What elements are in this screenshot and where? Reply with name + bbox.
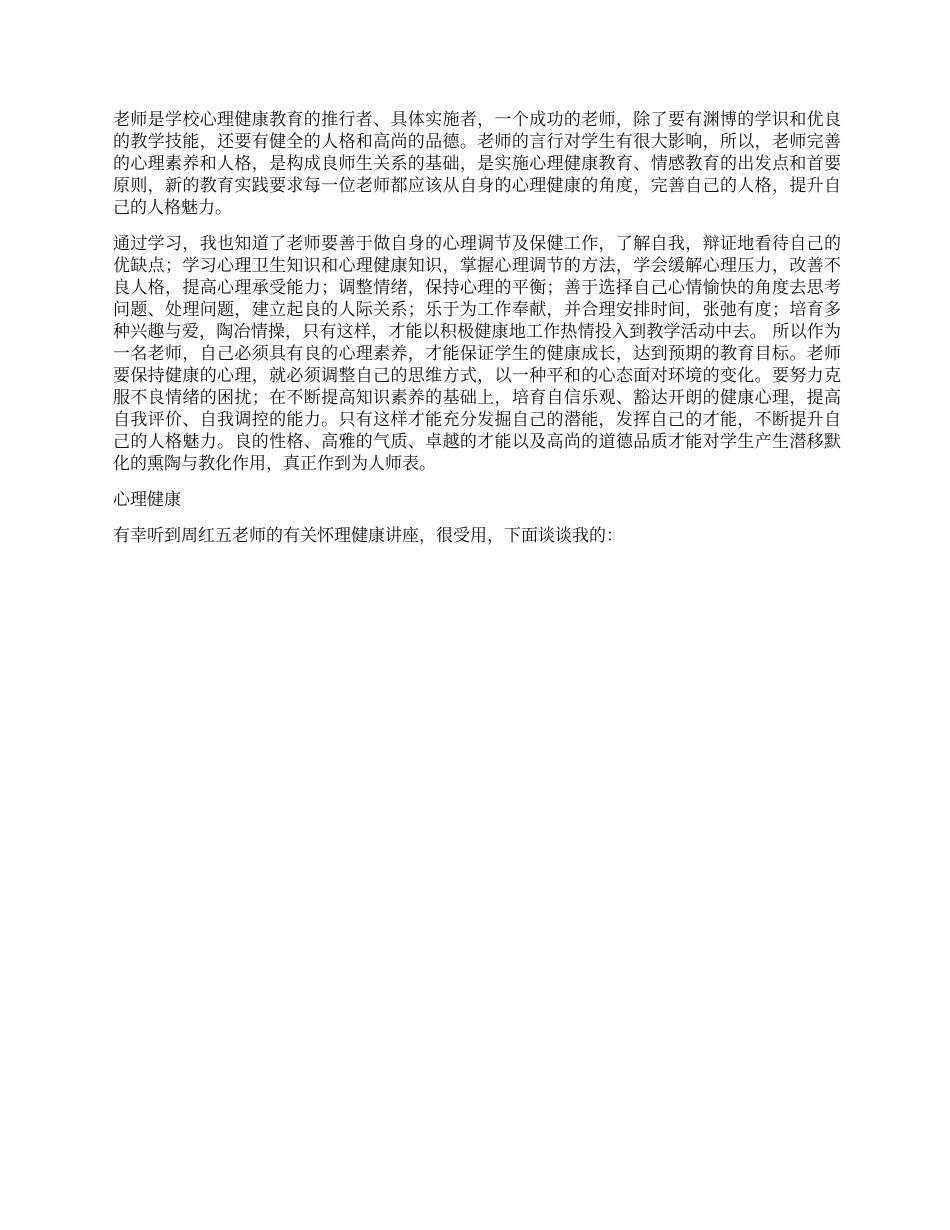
paragraph-teacher-role: 老师是学校心理健康教育的推行者、具体实施者，一个成功的老师，除了要有渊博的学识和优良的教学技能，还要有健全的人格和高尚的品德。老师的言行对学生有很大影响，所以，老师完善的心理素养和人格，是构成良师生关系的基础，是实施心理健康教育、情感教育的出发点和首要原则，新的教育实践要求每一位老师都应该从自身的心理健康的角度，完善自己的人格，提升自己的人格魅力。 [113,110,841,218]
paragraph-lecture-intro: 有幸听到周红五老师的有关怀理健康讲座，很受用，下面谈谈我的： [113,526,623,546]
document-body [113,109,841,547]
section-heading-mental-health: 心理健康 [113,490,181,510]
paragraph-self-regulation: 通过学习，我也知道了老师要善于做自身的心理调节及保健工作，了解自我，辩证地看待自己的优缺点；学习心理卫生知识和心理健康知识，掌握心理调节的方法，学会缓解心理压力，改善不良人格，提高心理承受能力；调整情绪，保持心理的平衡；善于选择自己心情愉快的角度去思考问题、处理问题，建立起良的人际关系；乐于为工作奉献，并合理安排时间，张弛有度；培育多种兴趣与爱，陶冶情操，只有这样，才能以积极健康地工作热情投入到教学活动中去。 所以作为一名老师，自己必须具有良的心理素养，才能保证学生的健康成长，达到预期的教育目标。老师要保持健康的心理，就必须调整自己的思维方式，以一种平和的心态面对环境的变化。要努力克服不良情绪的困扰；在不断提高知识素养的基础上，培育自信乐观、豁达开朗的健康心理，提高自我评价、自我调控的能力。只有这样才能充分发掘自己的潜能，发挥自己的才能，不断提升自己的人格魅力。良的性格、高雅的气质、卓越的才能以及高尚的道德品质才能对学生产生潜移默化的熏陶与教化作用，真正作到为人师表。 [113,234,841,474]
